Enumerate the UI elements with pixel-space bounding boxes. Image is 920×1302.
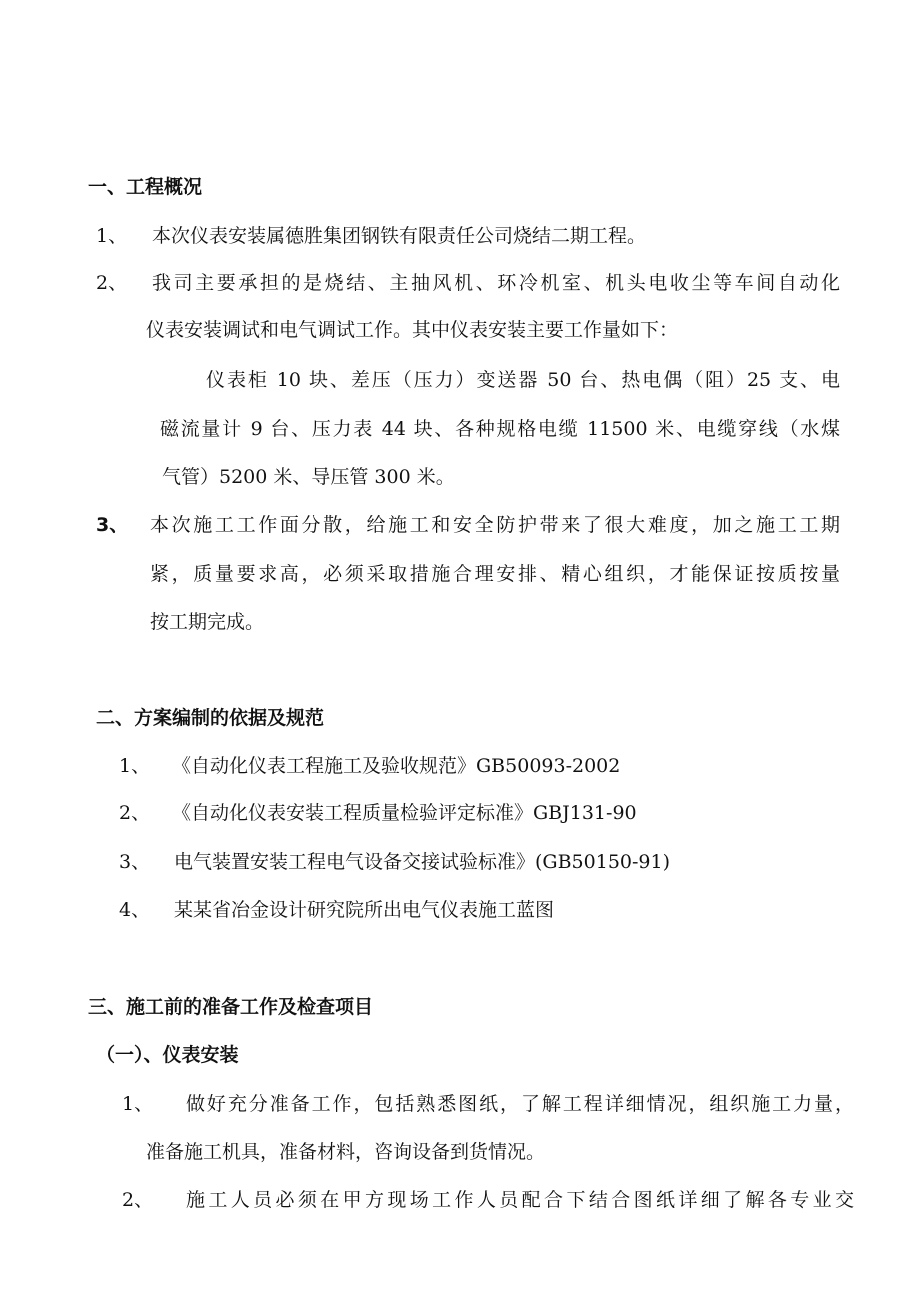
s1-item2-line1: 我司主要承担的是烧结、主抽风机、环冷机室、机头电收尘等车间自动化 (152, 272, 840, 294)
section3-subheading: （一）、仪表安装 (96, 1044, 239, 1066)
s2-item4-text: 某某省冶金设计研究院所出电气仪表施工蓝图 (174, 899, 555, 921)
s1-item3-number: 3、 (96, 514, 129, 536)
s2-item1-number: 1、 (119, 755, 151, 777)
s3-item1-number: 1、 (122, 1093, 154, 1115)
s2-item2-number: 2、 (119, 802, 151, 824)
s3-item2-number: 2、 (122, 1189, 154, 1211)
section3-heading: 三、施工前的准备工作及检查项目 (88, 996, 374, 1018)
s1-item3-line3: 按工期完成。 (150, 611, 265, 633)
s2-item3-number: 3、 (119, 851, 151, 873)
s3-item2-line1: 施工人员必须在甲方现场工作人员配合下结合图纸详细了解各专业交 (186, 1189, 854, 1211)
quantities-line1: 仪表柜 10 块、差压（压力）变送器 50 台、热电偶（阻）25 支、电 (206, 369, 840, 391)
s1-item2-number: 2、 (96, 272, 128, 294)
section2-heading: 二、方案编制的依据及规范 (96, 707, 325, 729)
section1-heading: 一、工程概况 (88, 176, 203, 198)
s2-item2-text: 《自动化仪表安装工程质量检验评定标准》GBJ131-90 (172, 802, 637, 824)
quantities-line2: 磁流量计 9 台、压力表 44 块、各种规格电缆 11500 米、电缆穿线（水煤 (160, 418, 840, 440)
s1-item1-text: 本次仪表安装属德胜集团钢铁有限责任公司烧结二期工程。 (152, 225, 647, 247)
s2-item4-number: 4、 (119, 899, 151, 921)
s1-item3-line1: 本次施工工作面分散，给施工和安全防护带来了很大难度，加之施工工期 (150, 514, 840, 536)
s3-item1-line2: 准备施工机具，准备材料，咨询设备到货情况。 (146, 1141, 546, 1163)
s2-item1-text: 《自动化仪表工程施工及验收规范》GB50093-2002 (172, 755, 621, 777)
s1-item1-number: 1、 (96, 225, 128, 247)
s3-item1-line1: 做好充分准备工作，包括熟悉图纸，了解工程详细情况，组织施工力量， (186, 1093, 854, 1115)
quantities-line3: 气管）5200 米、导压管 300 米。 (162, 466, 455, 488)
s2-item3-text: 电气装置安装工程电气设备交接试验标准》(GB50150-91) (174, 851, 671, 873)
s1-item2-line2: 仪表安装调试和电气调试工作。其中仪表安装主要工作量如下： (146, 319, 679, 341)
s1-item3-line2: 紧，质量要求高，必须采取措施合理安排、精心组织，才能保证按质按量 (150, 563, 840, 585)
